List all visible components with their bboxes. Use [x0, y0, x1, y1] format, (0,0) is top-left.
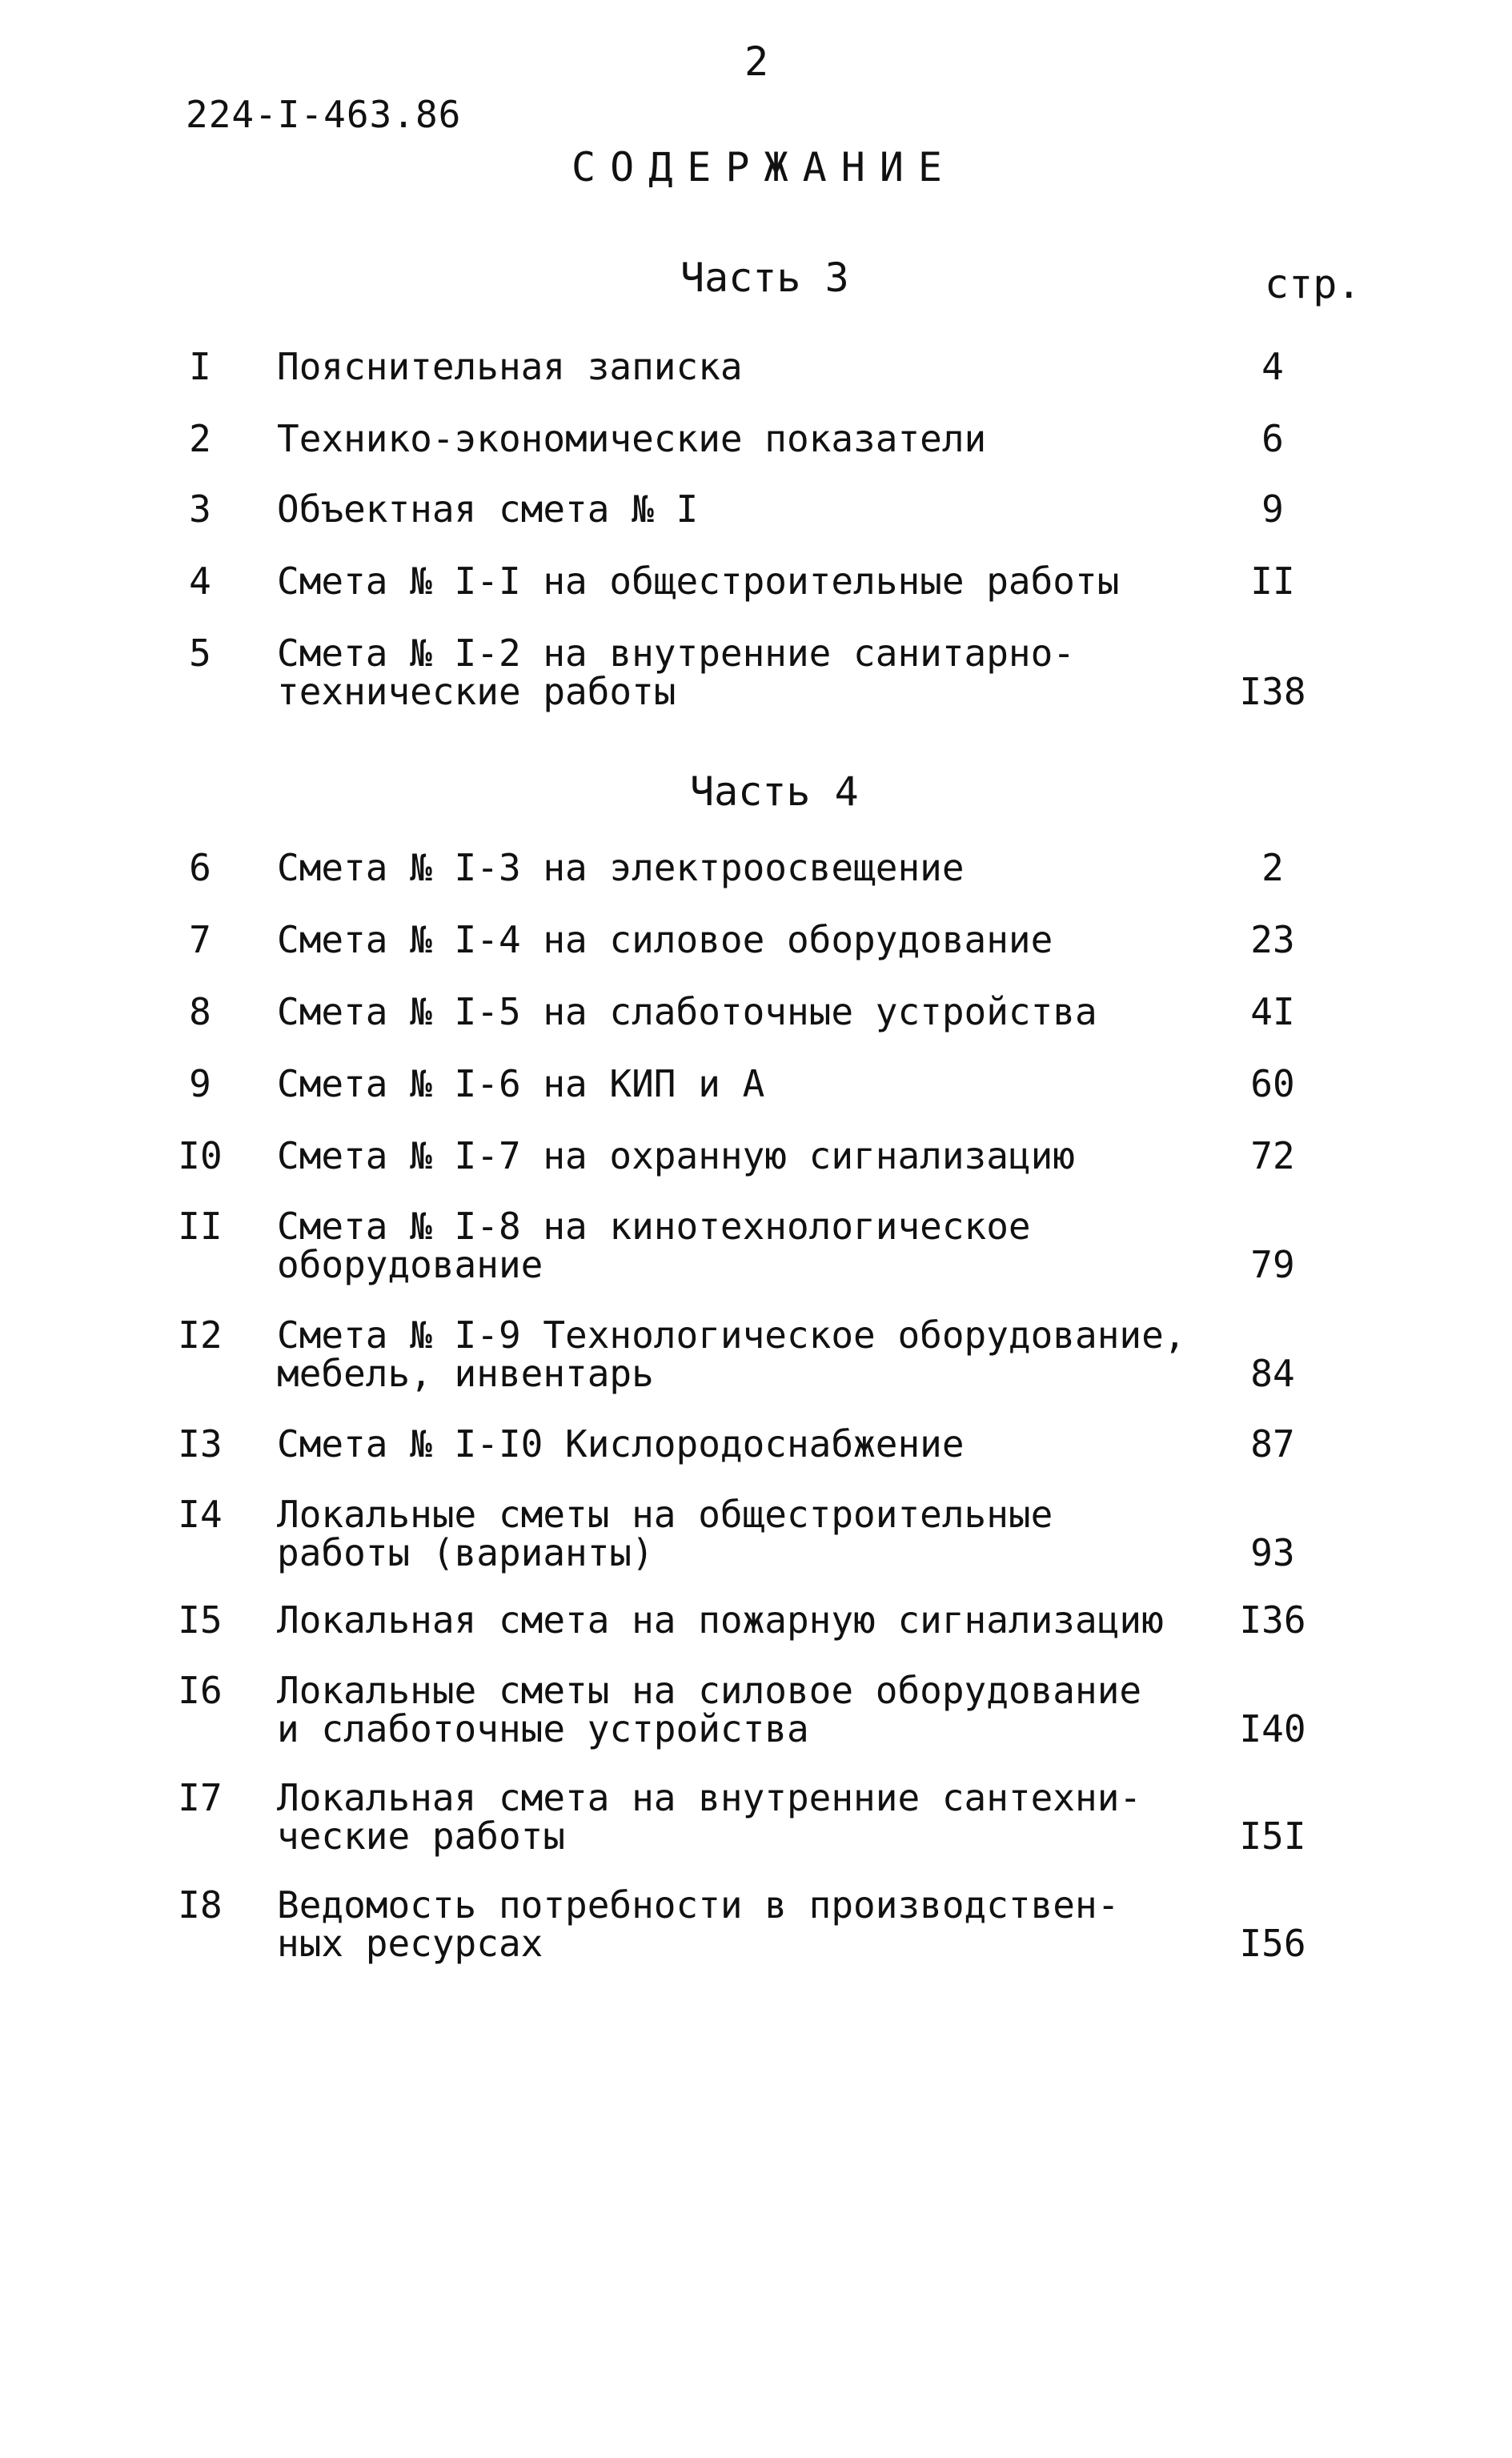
- toc-item-number: I4: [178, 1493, 223, 1536]
- toc-item-number: I2: [178, 1313, 223, 1357]
- document-code: 224-I-463.86: [186, 93, 462, 136]
- toc-item-title: Смета № I-3 на электроосвещение: [277, 846, 965, 889]
- toc-item-number: II: [178, 1205, 223, 1248]
- toc-item-title: Смета № I-2 на внутренние санитарно- технические работы: [277, 632, 1075, 713]
- toc-item-page: 87: [1250, 1422, 1295, 1466]
- pages-column-header: стр.: [1265, 261, 1362, 307]
- toc-item-title: Смета № I-8 на кинотехнологическое оборудование: [277, 1205, 1031, 1286]
- toc-item-page: I38: [1239, 670, 1306, 713]
- toc-item-number: I: [189, 345, 211, 388]
- toc-item-title: Пояснительная записка: [277, 345, 743, 388]
- toc-item-number: 6: [189, 846, 211, 889]
- toc-item-number: I5: [178, 1598, 223, 1642]
- toc-item-page: 6: [1261, 417, 1284, 460]
- toc-item-title: Технико-экономические показатели: [277, 417, 987, 460]
- toc-item-page: 72: [1250, 1134, 1295, 1177]
- toc-item-title: Смета № I-9 Технологическое оборудование, мебель, инвентарь: [277, 1313, 1186, 1395]
- page-number: 2: [744, 38, 769, 85]
- toc-item-page: 60: [1250, 1062, 1295, 1105]
- toc-item-title: Смета № I-I0 Кислородоснабжение: [277, 1422, 965, 1466]
- page-title: СОДЕРЖАНИЕ: [572, 144, 957, 190]
- toc-item-number: 5: [189, 632, 211, 675]
- toc-item-page: 79: [1250, 1243, 1295, 1286]
- toc-item-title: Локальные сметы на силовое оборудование и слаботочные устройства: [277, 1669, 1142, 1750]
- toc-item-number: 9: [189, 1062, 211, 1105]
- toc-item-page: 84: [1250, 1352, 1295, 1395]
- toc-item-page: I40: [1239, 1707, 1306, 1750]
- part-4-heading: Часть 4: [690, 768, 859, 815]
- toc-item-title: Смета № I-I на общестроительные работы: [277, 559, 1120, 603]
- toc-item-number: I7: [178, 1776, 223, 1819]
- toc-item-number: 3: [189, 487, 211, 531]
- toc-item-title: Смета № I-7 на охранную сигнализацию: [277, 1134, 1075, 1177]
- toc-item-page: 4: [1261, 345, 1284, 388]
- toc-item-number: I3: [178, 1422, 223, 1466]
- toc-item-page: 9: [1261, 487, 1284, 531]
- toc-item-number: 7: [189, 918, 211, 961]
- toc-item-title: Смета № I-6 на КИП и А: [277, 1062, 765, 1105]
- part-3-heading: Часть 3: [680, 255, 849, 301]
- toc-item-number: 2: [189, 417, 211, 460]
- toc-item-page: I36: [1239, 1598, 1306, 1642]
- toc-item-page: I56: [1239, 1922, 1306, 1965]
- toc-item-title: Ведомость потребности в производствен- ных ресурсах: [277, 1883, 1120, 1965]
- toc-item-number: I8: [178, 1883, 223, 1927]
- toc-item-number: I6: [178, 1669, 223, 1712]
- toc-item-number: I0: [178, 1134, 223, 1177]
- toc-item-title: Объектная смета № I: [277, 487, 699, 531]
- toc-item-number: 4: [189, 559, 211, 603]
- toc-item-page: 23: [1250, 918, 1295, 961]
- toc-item-title: Смета № I-5 на слаботочные устройства: [277, 990, 1097, 1033]
- toc-item-page: 4I: [1250, 990, 1295, 1033]
- toc-item-page: II: [1250, 559, 1295, 603]
- toc-item-number: 8: [189, 990, 211, 1033]
- toc-item-page: I5I: [1239, 1814, 1306, 1858]
- toc-item-title: Локальные сметы на общестроительные работы (варианты): [277, 1493, 1053, 1574]
- toc-item-title: Локальная смета на пожарную сигнализацию: [277, 1598, 1164, 1642]
- toc-item-title: Смета № I-4 на силовое оборудование: [277, 918, 1053, 961]
- toc-item-title: Локальная смета на внутренние сантехни- ческие работы: [277, 1776, 1142, 1858]
- toc-item-page: 93: [1250, 1531, 1295, 1574]
- toc-item-page: 2: [1261, 846, 1284, 889]
